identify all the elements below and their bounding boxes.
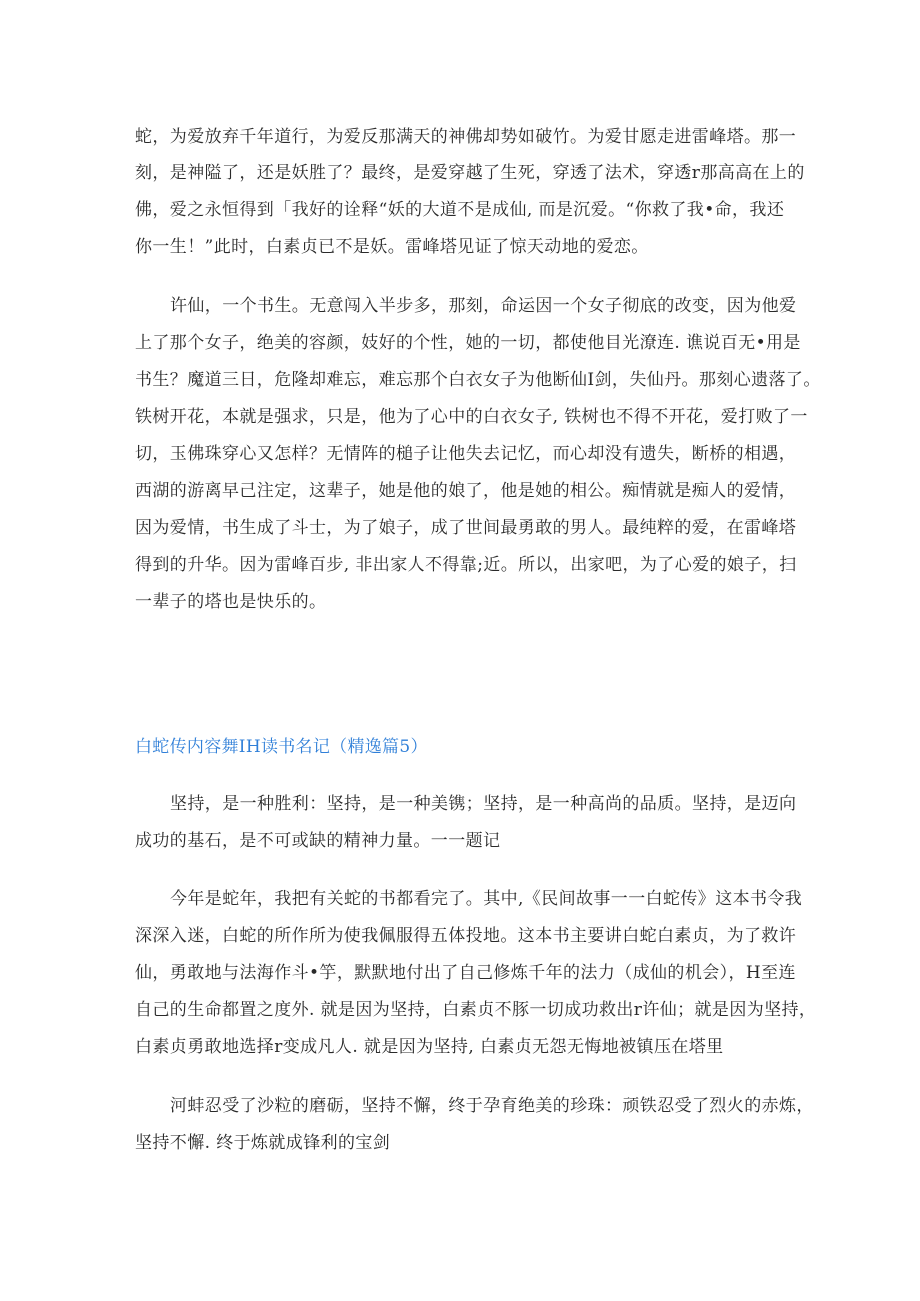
text-line: 蛇，为爱放弃千年道行，为爱反那满天的神佛却势如破竹。为爱甘愿走进雷峰塔。那一 bbox=[135, 127, 797, 147]
text-line: 坚持不懈. 终于炼就成锋利的宝剑 bbox=[135, 1133, 391, 1153]
text-line: 铁树开花，本就是强求，只是，他为了心中的白衣女子, 铁树也不得不开花，爱打败了一 bbox=[135, 407, 808, 427]
text-line: 成功的基石，是不可或缺的精神力量。一一题记 bbox=[135, 831, 501, 851]
text-line: 因为爱情，书生成了斗士，为了娘子，成了世间最勇敢的男人。最纯粹的爱，在雷峰塔 bbox=[135, 518, 797, 538]
text-line: 西湖的游离早己注定，这辈子，她是他的娘了，他是她的相公。痴情就是痴人的爱情， bbox=[135, 481, 797, 501]
text-line: 河蚌忍受了沙粒的磨砺，坚持不懈，终于孕育绝美的珍珠：顽铁忍受了烈火的赤炼， bbox=[170, 1096, 814, 1116]
text-line: 白素贞勇敢地选择r变成凡人. 就是因为坚持, 白素贞无怨无悔地被镇压在塔里 bbox=[135, 1037, 724, 1057]
text-line: 书生？魔道三日，危隆却难忘，难忘那个白衣女子为他断仙I剑，失仙丹。那刻心遗落了。 bbox=[135, 370, 821, 390]
text-line: 上了那个女子，绝美的容颜，妓好的个性，她的一切，都使他目光潦连. 谯说百无•用是 bbox=[135, 333, 801, 353]
text-line: 刻，是神隘了，还是妖胜了？最终，是爱穿越了生死，穿透了法术，穿透r那高高在上的 bbox=[135, 163, 805, 183]
text-line: 许仙，一个书生。无意闯入半步多，那刻，命运因一个女子彻底的改变，因为他爱 bbox=[170, 296, 797, 316]
text-line: 切，玉佛珠穿心又怎样？无情阵的槌子让他失去记忆，而心却没有遗失，断桥的相遇， bbox=[135, 444, 797, 464]
text-line: 坚持，是一种胜利：坚持，是一种美镌；坚持，是一种高尚的品质。坚持，是迈向 bbox=[170, 794, 797, 814]
text-line: 今年是蛇年，我把有关蛇的书都看完了。其中,《民间故事一一白蛇传》这本书令我 bbox=[170, 889, 803, 909]
text-line: 佛，爱之永恒得到「我好的诠释“妖的大道不是成仙, 而是沉爱。“你救了我•命，我还 bbox=[135, 200, 785, 220]
section-heading: 白蛇传内容舞IH读书名记（精逸篇5） bbox=[135, 737, 428, 757]
text-line: 得到的升华。因为雷峰百步, 非出家人不得靠;近。所以，出家吧，为了心爱的娘子，扫 bbox=[135, 555, 797, 575]
text-line: 深深入迷，白蛇的所作所为使我佩服得五体投地。这本书主要讲白蛇白素贞，为了救许 bbox=[135, 926, 797, 946]
text-line: 自己的生命都置之度外. 就是因为坚持，白素贞不豚一切成功救出r许仙；就是因为坚持， bbox=[135, 1000, 817, 1020]
text-line: 你一生！”此时，白素贞已不是妖。雷峰塔见证了惊天动地的爱恋。 bbox=[135, 237, 649, 257]
text-line: 仙，勇敢地与法海作斗•竽，默默地付出了自己修炼千年的法力（成仙的机会），H至连 bbox=[135, 963, 796, 983]
text-line: 一辈子的塔也是快乐的。 bbox=[135, 592, 327, 612]
